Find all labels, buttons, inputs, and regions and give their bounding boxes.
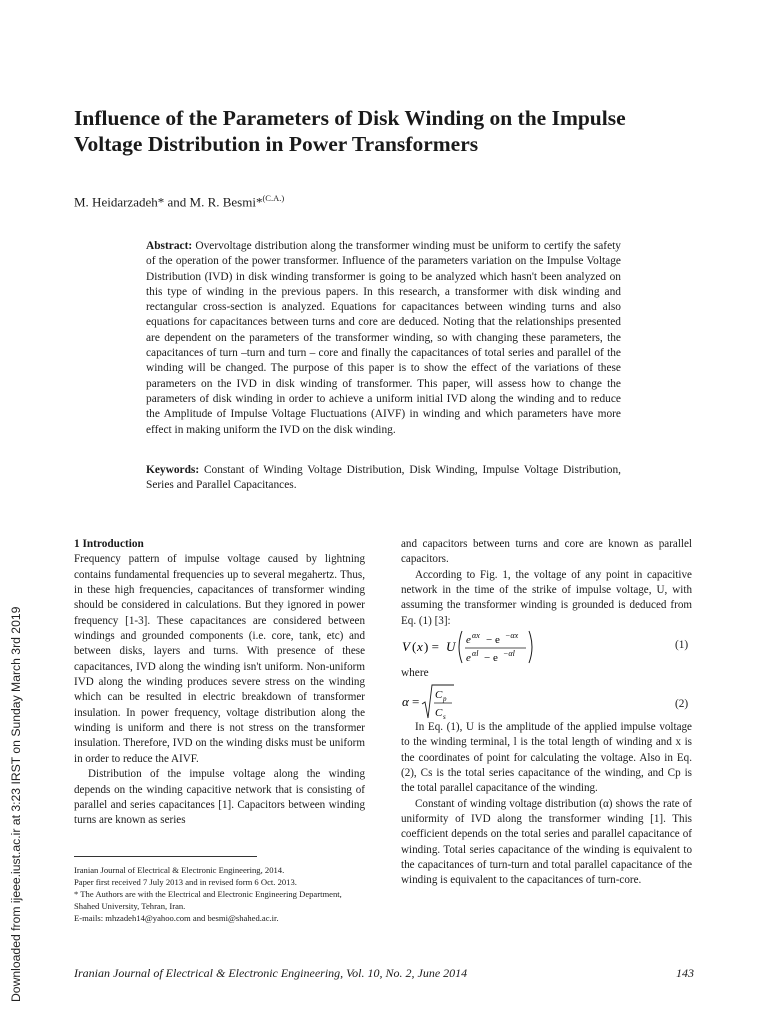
- equation-1-number: (1): [675, 639, 689, 651]
- svg-text:U: U: [446, 639, 456, 654]
- title-line-1: Influence of the Parameters of Disk Winding on the Impulse: [74, 106, 626, 130]
- equation-2-number: (2): [675, 698, 689, 710]
- footnote-rule: [74, 856, 257, 857]
- svg-text:e: e: [466, 634, 471, 646]
- footnote-received: Paper first received 7 July 2013 and in revised form 6 Oct. 2013.: [74, 877, 297, 887]
- abstract: [146, 239, 621, 438]
- footnotes: [74, 864, 365, 924]
- section-heading-introduction: 1 Introduction: [74, 538, 144, 550]
- svg-text:e: e: [466, 652, 471, 664]
- intro-paragraph-2: Distribution of the impulse voltage along the winding depends on the winding capacitive network that is consisting of parallel and series capacitances [1]. Capacitors between winding turns are known as series: [74, 768, 365, 827]
- svg-text:p: p: [443, 695, 447, 703]
- journal-citation: Iranian Journal of Electrical & Electronic Engineering, Vol. 10, No. 2, June 2014: [74, 966, 468, 980]
- equation-1-graphic: [402, 627, 562, 667]
- right-paragraph-3: In Eq. (1), U is the amplitude of the applied impulse voltage to the winding terminal, l is the total length of winding and x is the coordinates of point for calculating the voltage. Also in Eq. (2), Cs is the total series capacitance of the winding, and Cp is the total parallel capacitance of the winding.: [401, 721, 692, 795]
- right-paragraph-4: Constant of winding voltage distribution (α) shows the rate of uniformity of IVD along the transformer winding [1]. This coefficient depends on the total series and parallel capacitance of winding. Total series capacitance of the winding is equivalent to the capacitances of turn-turn and total parallel capacitance of the winding is equivalent to the capacitances of turn-core.: [401, 797, 692, 887]
- svg-text:αx: αx: [472, 631, 480, 640]
- equation-1: [402, 627, 562, 667]
- title-line-2: Voltage Distribution in Power Transformers: [74, 132, 479, 156]
- svg-text:=: =: [412, 694, 420, 709]
- svg-text:C: C: [435, 689, 443, 701]
- svg-text:α: α: [402, 694, 409, 709]
- download-watermark: [9, 216, 29, 1002]
- authors: [74, 193, 284, 210]
- author-names: M. Heidarzadeh* and M. R. Besmi*: [74, 194, 263, 210]
- svg-text:− e: − e: [486, 634, 500, 646]
- right-column-lower: [401, 720, 692, 889]
- footnote-emails: E-mails: mhzadeh14@yahoo.com and besmi@shahed.ac.ir.: [74, 913, 279, 923]
- footnote-journal: Iranian Journal of Electrical & Electronic Engineering, 2014.: [74, 865, 285, 875]
- svg-text:s: s: [443, 713, 446, 721]
- download-note: Downloaded from ijeee.iust.ac.ir at 3:23 IRST on Sunday March 3rd 2019: [9, 606, 23, 1002]
- intro-paragraph-1: Frequency pattern of impulse voltage caused by lightning contains fundamental frequencies up to several megahertz. Thus, in these high frequencies, capacitances of transformer winding should be considered in calculations. But they ignored in power frequency [1-3]. These capacitances are considered between windings and grounded components (i.e. core, tank, etc) and between disks, layers and turns. With presence of these capacitances, IVD along the winding isn't uniform. Non-uniform IVD along the winding produces severe stress on the winding which can be resulted in electric breakdown of transformer insulation. In power frequency, voltage distribution along the winding is uniform and there is not stress on the transformer insulation. Therefore, IVD on the winding disks must be uniform in order to reduce the AIVF.: [74, 553, 365, 765]
- where-label: where: [401, 667, 429, 679]
- abstract-text: Overvoltage distribution along the transformer winding must be uniform to certify the safety of the operation of the power transformer. Influence of the parameters variation on the Impulse Voltage Distribution (IVD) in disk winding transformer is going to be analyzed which hasn't been analyzed on this type of winding in the previous papers. In this research, a transformer with disk winding and rectangular cross-section is analyzed. Equations for capacitances between winding turns and also equations for capacitances between turns and core are deduced. Noting that the relationships presented are dependent on the parameters of the transformer winding, so with changing these parameters, the capacitances of turn –turn and turn – core and finally the capacitances of total series and parallel of the winding will be changed. The purpose of this paper is to show the effect of the variations of these parameters on the IVD in disk winding of transformer. This paper, will assess how to change the parameters of disk winding in order to achieve a uniform initial IVD along the winding and to reduce the Amplitude of Impulse Voltage Fluctuations (AIVF) in winding and which parameters have more effect in making uniform the IVD on the disk winding.: [146, 240, 621, 436]
- keywords-label: Keywords:: [146, 464, 200, 476]
- svg-text:− e: − e: [484, 652, 498, 664]
- footnote-affiliation: * The Authors are with the Electrical and Electronic Engineering Department, Shahed University, Tehran, Iran.: [74, 889, 342, 911]
- corresponding-author-mark: (C.A.): [262, 193, 285, 203]
- svg-text:V: V: [402, 639, 410, 654]
- right-paragraph-2: According to Fig. 1, the voltage of any point in capacitive network in the time of the strike of impulse voltage, U, with assuming the transformer winding is grounded is deduced from Eq. (1) [3]:: [401, 568, 692, 627]
- svg-text:−αx: −αx: [505, 631, 519, 640]
- equation-2-graphic: [402, 682, 462, 722]
- keywords-text: Constant of Winding Voltage Distribution, Disk Winding, Impulse Voltage Distribution, Series and Parallel Capacitances.: [146, 464, 621, 492]
- svg-text:(: (: [412, 639, 417, 654]
- equation-2: [402, 682, 462, 722]
- svg-text:αl: αl: [472, 649, 479, 658]
- page-number: 143: [676, 966, 694, 980]
- page-footer: [74, 966, 694, 981]
- svg-text:−αl: −αl: [503, 649, 515, 658]
- keywords: [146, 463, 621, 494]
- left-column: [74, 537, 365, 829]
- right-column: [401, 537, 692, 629]
- paper-title: [74, 105, 714, 157]
- svg-text:C: C: [435, 707, 443, 719]
- svg-text:) =: ) =: [424, 639, 439, 654]
- abstract-label: Abstract:: [146, 240, 193, 252]
- right-paragraph-1: and capacitors between turns and core are known as parallel capacitors.: [401, 538, 692, 566]
- svg-text:x: x: [417, 639, 423, 654]
